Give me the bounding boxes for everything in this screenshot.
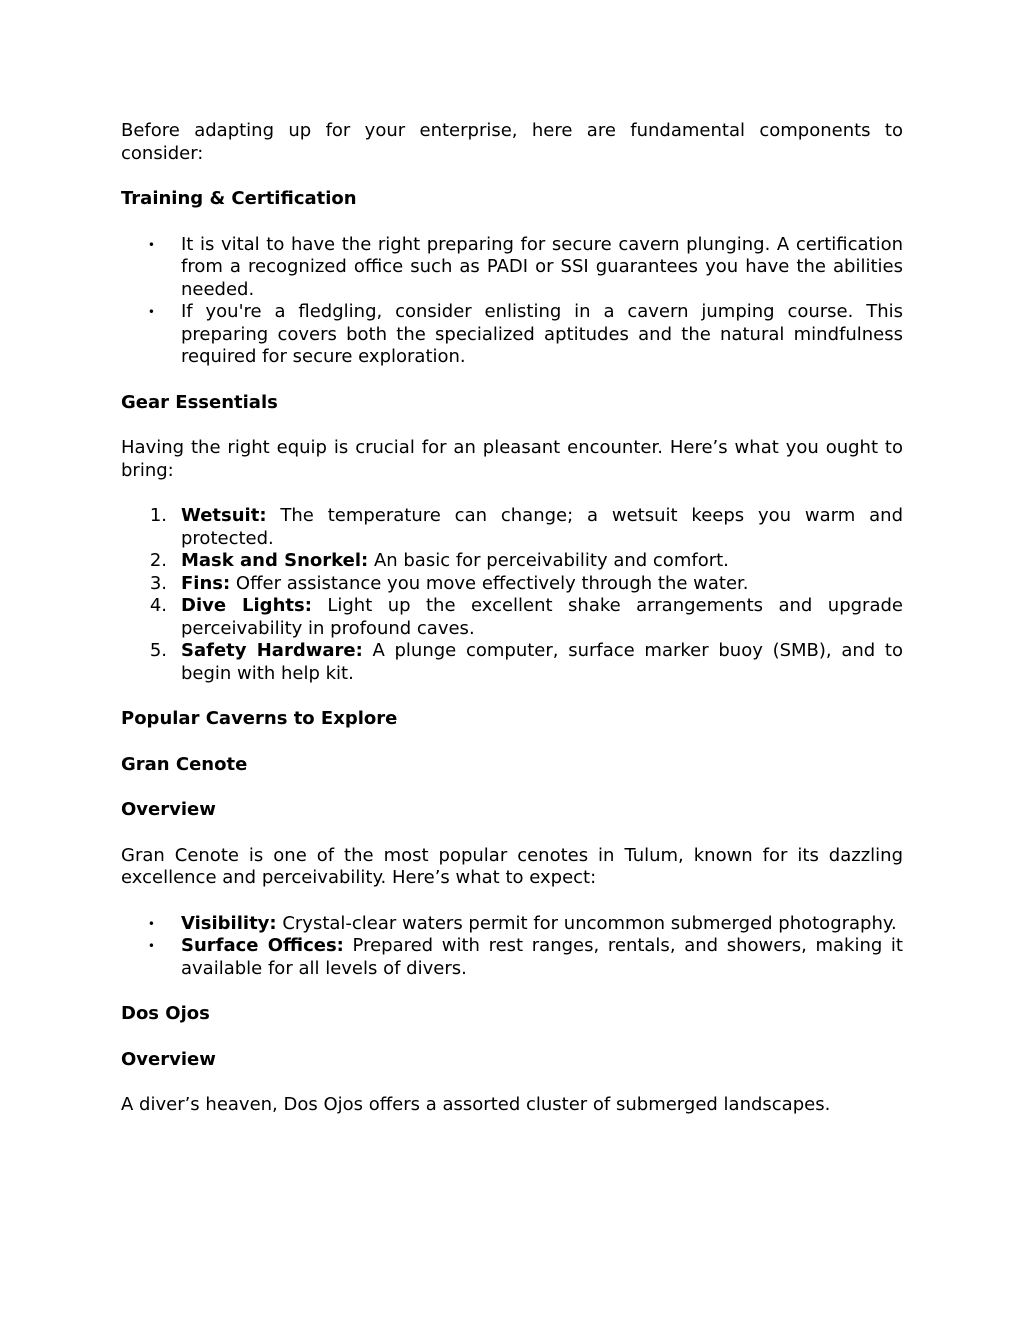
list-item-text: If you're a fledgling, consider enlisting in a cavern jumping course. This preparing covers both the specialized aptitudes and the natural mindfulness required for secure exploration.	[181, 301, 903, 367]
gran-cenote-intro: Gran Cenote is one of the most popular cenotes in Tulum, known for its dazzling excellence and perceivability. Here’s what to expect:	[121, 844, 903, 888]
list-number: 1.	[149, 505, 167, 526]
item-title: Surface Offices:	[181, 935, 344, 956]
gran-cenote-list	[121, 913, 903, 981]
list-item	[121, 550, 903, 573]
list-item	[121, 505, 903, 550]
list-number: 2.	[149, 550, 167, 571]
list-item	[121, 640, 903, 685]
list-number: 4.	[149, 595, 167, 616]
gear-list	[121, 505, 903, 685]
training-list	[121, 234, 903, 369]
dos-ojos-intro: A diver’s heaven, Dos Ojos offers a assorted cluster of submerged landscapes.	[121, 1094, 831, 1115]
bullet-marker: •	[147, 939, 155, 953]
list-item	[121, 573, 903, 596]
list-item	[121, 301, 903, 369]
item-text: A plunge computer, surface marker buoy (SMB), and to begin with help kit.	[181, 640, 903, 684]
item-text: Prepared with rest ranges, rentals, and showers, making it available for all levels of divers.	[181, 935, 903, 979]
dos-ojos-heading: Dos Ojos	[121, 1003, 210, 1024]
popular-heading: Popular Caverns to Explore	[121, 708, 398, 729]
list-number: 5.	[149, 640, 167, 661]
gear-intro: Having the right equip is crucial for an pleasant encounter. Here’s what you ought to bring:	[121, 437, 903, 481]
item-text: The temperature can change; a wetsuit keeps you warm and protected.	[181, 505, 903, 549]
bullet-marker: •	[147, 237, 155, 252]
item-text: Crystal-clear waters permit for uncommon submerged photography.	[276, 912, 897, 934]
document-page	[121, 120, 903, 1140]
bullet-marker: •	[147, 305, 155, 319]
item-title: Fins:	[181, 572, 231, 594]
item-text: Light up the excellent shake arrangements and upgrade perceivability in profound caves.	[181, 595, 903, 639]
list-number: 3.	[149, 572, 167, 594]
item-title: Dive Lights:	[181, 595, 312, 616]
intro-paragraph: Before adapting up for your enterprise, here are fundamental components to consider:	[121, 120, 903, 164]
gear-heading: Gear Essentials	[121, 391, 278, 413]
list-item	[121, 935, 903, 980]
list-item	[121, 234, 903, 302]
dos-ojos-overview-heading: Overview	[121, 1048, 216, 1070]
gran-cenote-heading: Gran Cenote	[121, 753, 248, 775]
item-text: An basic for perceivability and comfort.	[368, 550, 729, 571]
list-item-text: It is vital to have the right preparing for secure cavern plunging. A certification from a recognized office such as PADI or SSI guarantees you have the abilities needed.	[181, 233, 903, 300]
list-item	[121, 913, 903, 936]
item-title: Visibility:	[181, 912, 277, 934]
list-item	[121, 595, 903, 640]
bullet-marker: •	[147, 916, 155, 931]
item-text: Offer assistance you move effectively through the water.	[230, 572, 749, 594]
training-heading: Training & Certification	[121, 188, 357, 209]
item-title: Wetsuit:	[181, 505, 267, 526]
item-title: Safety Hardware:	[181, 640, 363, 661]
gran-cenote-overview-heading: Overview	[121, 799, 216, 820]
item-title: Mask and Snorkel:	[181, 550, 369, 571]
